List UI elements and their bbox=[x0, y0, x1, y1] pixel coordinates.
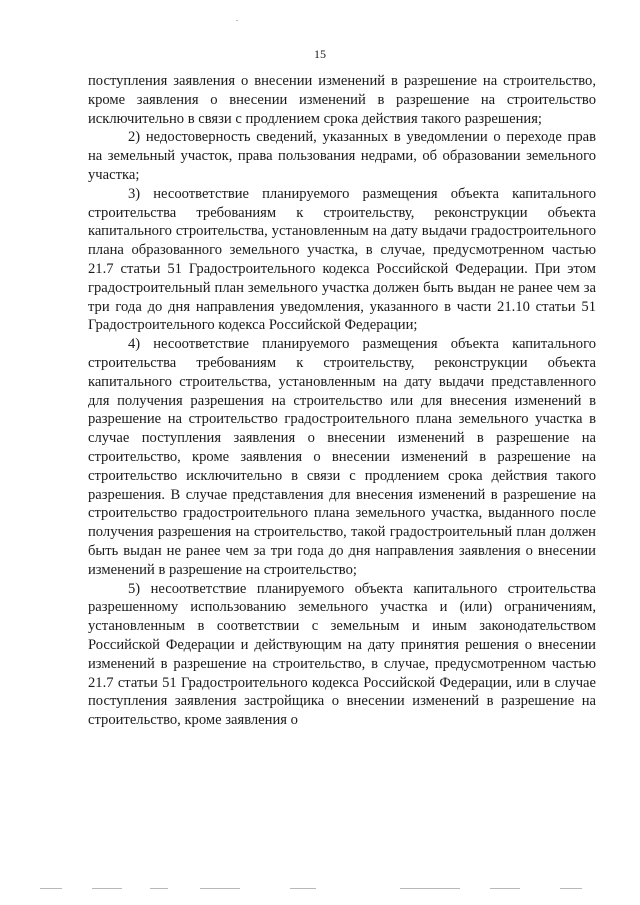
page-number: 15 bbox=[314, 47, 326, 61]
paragraph-item-4: 4) несоответствие планируемого размещения объекта капитального строительства требованиям к строительству, реконструкции объекта капитального строительства, установленным на дату выдачи представленного для получения разрешения на строительство или для внесения изменений в разрешение на строительство градостроительного плана земельного участка в случае поступления заявления о внесении изменений в разрешение на строительство, кроме заявления о внесении изменений в разрешение на строительство исключительно в связи с продлением срока действия такого разрешения. В случае представления для внесения изменений в разрешение на строительство градостроительного плана земельного участка, выданного после получения разрешения на строительство, такой градостроительный план должен быть выдан не ранее чем за три года до дня направления заявления о внесении изменений в разрешение на строительство; bbox=[88, 336, 596, 578]
paragraph-item-2: 2) недостоверность сведений, указанных в уведомлении о переходе прав на земельный участок, права пользования недрами, об образовании земельного участка; bbox=[88, 129, 596, 183]
scan-artifact-top bbox=[0, 20, 640, 22]
document-body bbox=[88, 72, 596, 730]
scan-artifact-bottom bbox=[0, 888, 640, 890]
paragraph-item-3: 3) несоответствие планируемого размещения объекта капитального строительства требованиям к строительству, реконструкции объекта капитального строительства, установленным на дату выдачи градостроительного плана образованного земельного участка, в случае, предусмотренном частью 21.7 статьи 51 Градостроительного кодекса Российской Федерации. При этом градостроительный план земельного участка должен быть выдан не ранее чем за три года до дня направления уведомления, указанного в части 21.10 статьи 51 Градостроительного кодекса Российской Федерации; bbox=[88, 185, 596, 334]
paragraph-item-5: 5) несоответствие планируемого объекта капитального строительства разрешенному использованию земельного участка и (или) ограничениям, установленным в соответствии с земельным и иным законодательством Российской Федерации и действующим на дату принятия решения о внесении изменений в разрешение на строительство, в случае, предусмотренном частью 21.7 статьи 51 Градостроительного кодекса Российской Федерации, или в случае поступления заявления застройщика о внесении изменений в разрешение на строительство, кроме заявления о bbox=[88, 580, 596, 729]
paragraph-continuation: поступления заявления о внесении изменений в разрешение на строительство, кроме заявления о внесении изменений в разрешение на строительство исключительно в связи с продлением срока действия такого разрешения; bbox=[88, 73, 596, 127]
